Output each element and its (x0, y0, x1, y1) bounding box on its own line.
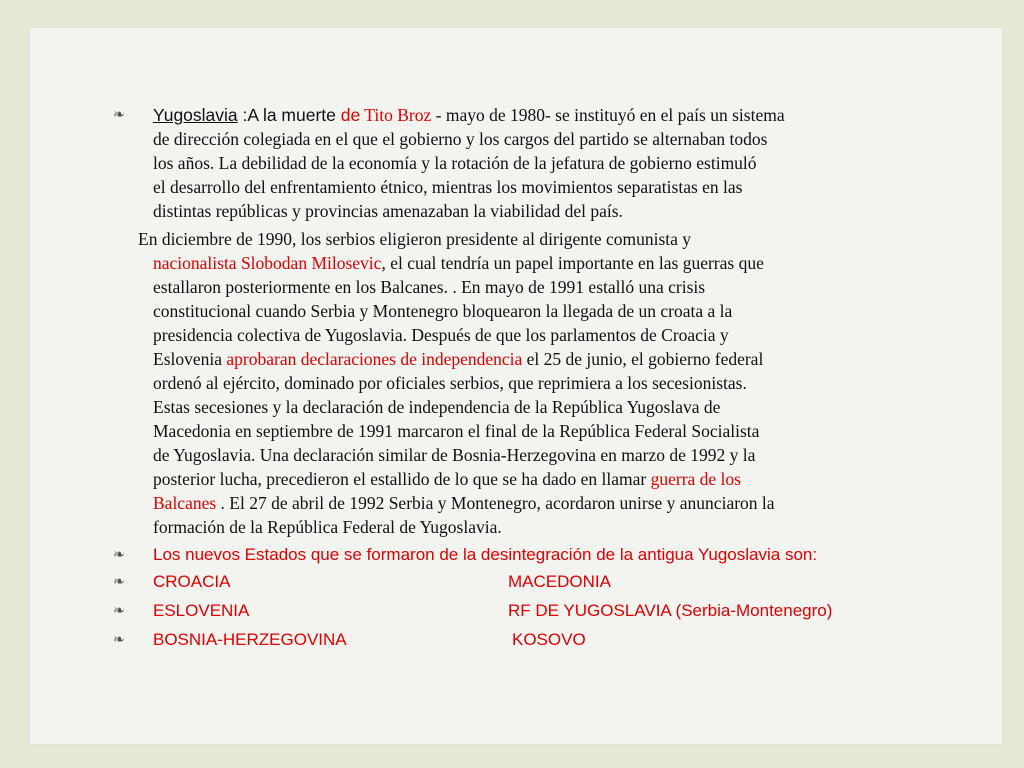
para2-line6-rest: el 25 de junio, el gobierno federal (522, 349, 764, 369)
states-intro: Los nuevos Estados que se formaron de la desintegración de la antigua Yugoslavia son: (153, 545, 818, 564)
para1-line1-rest: - mayo de 1980- se instituyó en el país un sistema (431, 105, 785, 125)
tito-broz-text: Tito Broz (364, 105, 432, 125)
para1-line1 (153, 103, 933, 127)
para2-line12 (138, 491, 938, 515)
para1-line3: los años. La debilidad de la economía y la rotación de la jefatura de gobierno estimuló (153, 153, 757, 173)
para2-line11-start: posterior lucha, precedieron el estallido de lo que se ha dado en llamar (153, 469, 651, 489)
para2-line1: En diciembre de 1990, los serbios eligieron presidente al dirigente comunista y (138, 229, 692, 249)
guerra-text-1: guerra de los (650, 469, 741, 489)
guerra-text-2: Balcanes (153, 493, 217, 513)
state-bosnia-herzegovina: BOSNIA-HERZEGOVINA (153, 630, 347, 649)
bullet-icon: ❧ (113, 547, 125, 563)
para2-line5: presidencia colectiva de Yugoslavia. Después de que los parlamentos de Croacia y (153, 325, 729, 345)
bullet-icon: ❧ (113, 603, 125, 619)
state-croacia: CROACIA (153, 572, 231, 591)
para2-line4: constitucional cuando Serbia y Montenegro bloquearon la llegada de un croata a la (153, 301, 733, 321)
para2-line11 (138, 467, 938, 491)
bullet-icon: ❧ (113, 574, 125, 590)
yugoslavia-link[interactable]: Yugoslavia (153, 105, 238, 125)
para2-line7: ordenó al ejército, dominado por oficiales serbios, que reprimiera a los secesionistas. (153, 373, 747, 393)
para2-line8: Estas secesiones y la declaración de independencia de la República Yugoslava de (153, 397, 721, 417)
state-eslovenia: ESLOVENIA (153, 601, 250, 620)
state-rf-yugoslavia: RF DE YUGOSLAVIA (Serbia-Montenegro) (508, 601, 833, 620)
paragraph-yugoslavia (153, 103, 933, 223)
bullet-icon: ❧ (113, 107, 125, 123)
state-kosovo: KOSOVO (512, 630, 586, 649)
para2-line2 (138, 251, 938, 275)
milosevic-text: nacionalista Slobodan Milosevic (153, 253, 382, 273)
para2-line12-rest: . El 27 de abril de 1992 Serbia y Montenegro, acordaron unirse y anunciaron la (216, 493, 775, 513)
state-macedonia: MACEDONIA (508, 572, 611, 591)
para1-line2: de dirección colegiada en el que el gobierno y los cargos del partido se alternaban todos (153, 129, 768, 149)
declaraciones-text: aprobaran declaraciones de independencia (226, 349, 523, 369)
para2-line9: Macedonia en septiembre de 1991 marcaron el final de la República Federal Socialista (153, 421, 760, 441)
para2-line10: de Yugoslavia. Una declaración similar de Bosnia-Herzegovina en marzo de 1992 y la (153, 445, 756, 465)
para1-line5: distintas repúblicas y provincias amenazaban la viabilidad del país. (153, 201, 623, 221)
para2-line6 (138, 347, 938, 371)
paragraph-diciembre-1990 (138, 227, 938, 539)
para2-line13: formación de la República Federal de Yugoslavia. (153, 517, 502, 537)
bullet-icon: ❧ (113, 632, 125, 648)
para2-line3: estallaron posteriormente en los Balcanes. . En mayo de 1991 estalló una crisis (153, 277, 706, 297)
para1-line4: el desarrollo del enfrentamiento étnico, mientras los movimientos separatistas en las (153, 177, 743, 197)
para2-line2-rest: , el cual tendría un papel importante en las guerras que (381, 253, 764, 273)
para1-lead: :A la muerte (237, 105, 341, 125)
para2-line6-start: Eslovenia (153, 349, 227, 369)
para1-de: de (340, 105, 361, 125)
